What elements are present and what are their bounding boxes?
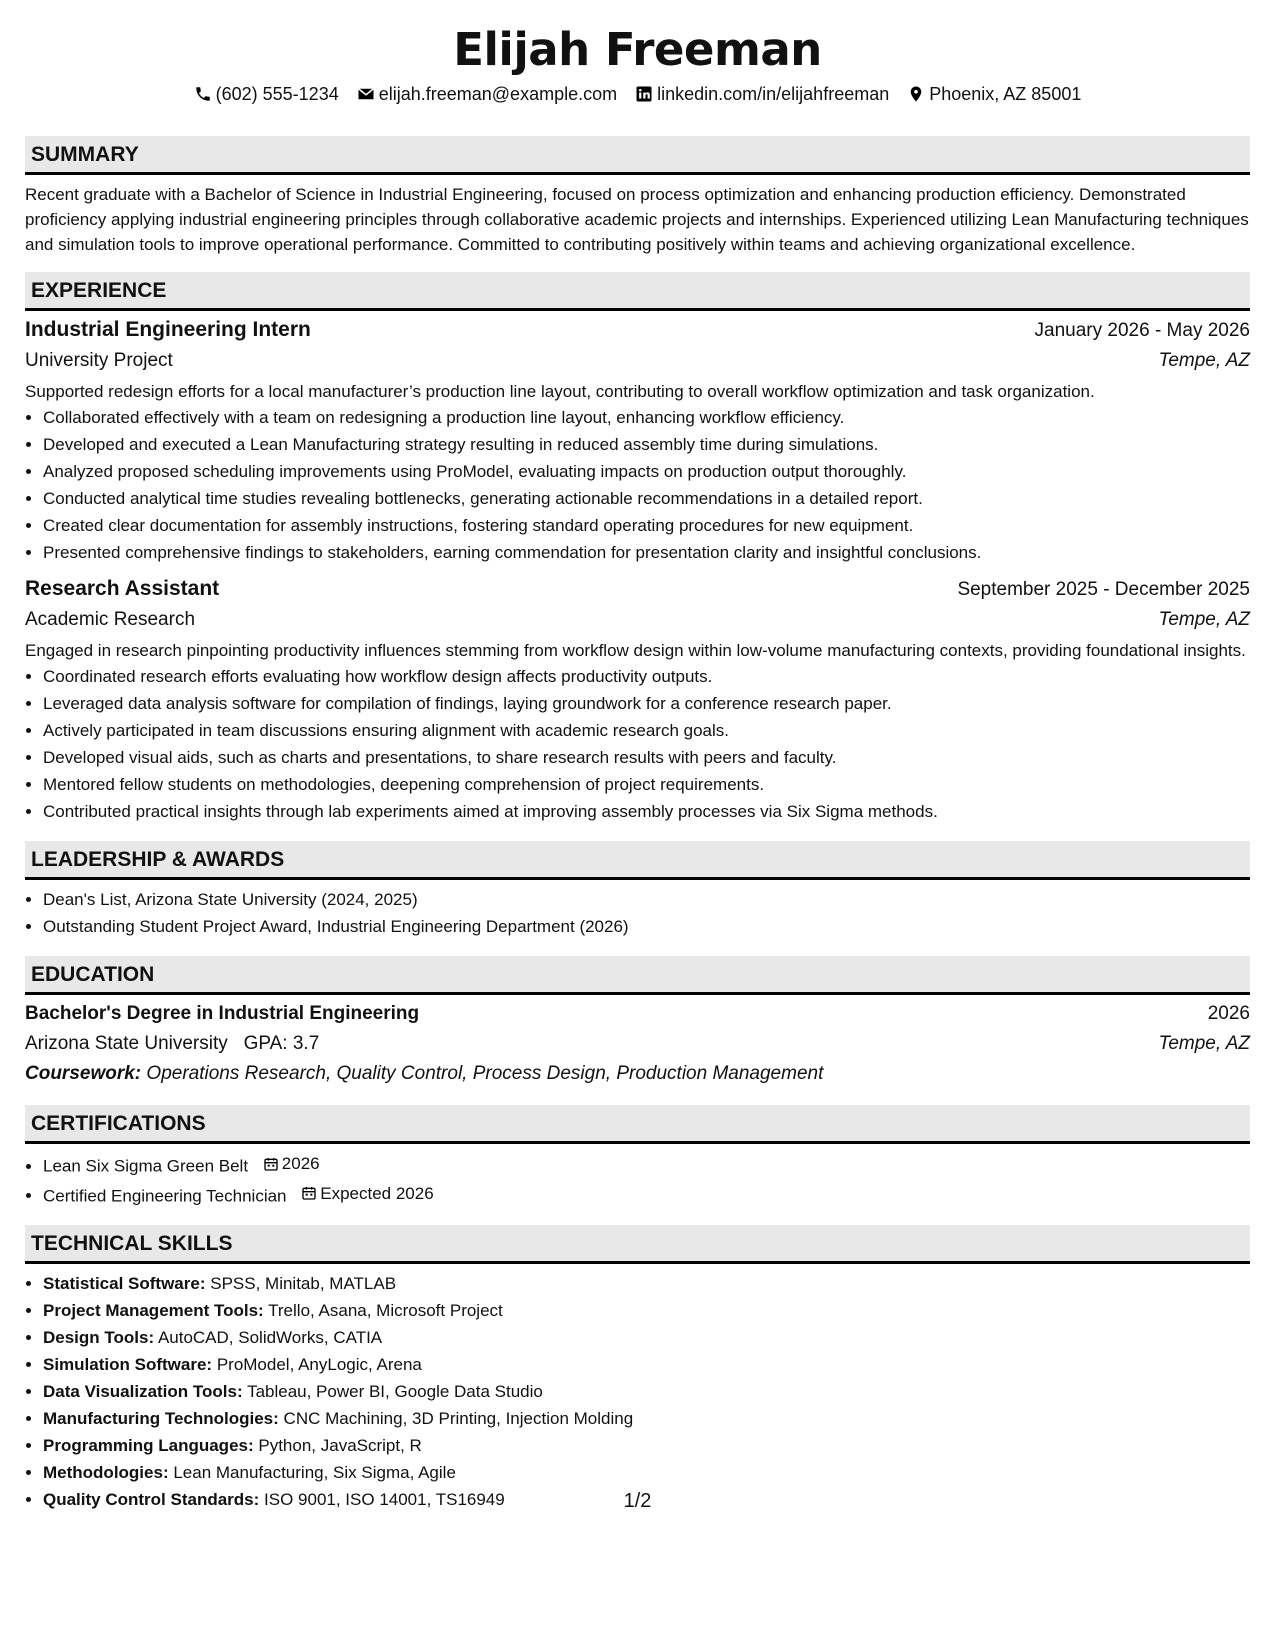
coursework — [25, 1059, 1250, 1089]
list-item: • Conducted analytical time studies revealing bottlenecks, generating actionable recommendations in a detailed report. — [43, 485, 1250, 512]
job-bullets — [25, 404, 1250, 566]
skill-label: Project Management Tools: — [43, 1301, 264, 1320]
list-item: • Outstanding Student Project Award, Industrial Engineering Department (2026) — [43, 913, 1250, 940]
job-entry — [25, 315, 1250, 566]
section-heading: EDUCATION — [25, 956, 1250, 995]
summary-section — [25, 136, 1250, 257]
job-description: Engaged in research pinpointing productivity influences stemming from workflow design within low-volume manufacturing contexts, providing foundational insights. — [25, 641, 1246, 660]
list-item — [43, 1324, 1250, 1351]
skill-label: Manufacturing Technologies: — [43, 1409, 279, 1428]
certifications-list — [25, 1150, 1250, 1209]
job-title: Research Assistant — [25, 577, 220, 600]
list-item: • Analyzed proposed scheduling improvements using ProModel, evaluating impacts on production output thoroughly. — [43, 458, 1250, 485]
skill-label: Data Visualization Tools: — [43, 1382, 243, 1401]
job-dates: September 2025 - December 2025 — [957, 579, 1250, 600]
experience-section — [25, 272, 1250, 825]
contact-phone[interactable] — [194, 82, 339, 106]
job-org: University Project — [25, 350, 173, 371]
list-item — [43, 1297, 1250, 1324]
list-item — [43, 1351, 1250, 1378]
list-item: • Developed and executed a Lean Manufacturing strategy resulting in reduced assembly time during simulations. — [43, 431, 1250, 458]
skill-label: Methodologies: — [43, 1463, 169, 1482]
school-line — [25, 1029, 319, 1059]
job-description: Supported redesign efforts for a local manufacturer’s production line layout, contributing to overall workflow optimization and task organization. — [25, 382, 1095, 401]
list-item: • Actively participated in team discussions ensuring alignment with academic research goals. — [43, 717, 1250, 744]
phone-text: (602) 555-1234 — [215, 84, 339, 104]
list-item: • Dean's List, Arizona State University (2024, 2025) — [43, 886, 1250, 913]
envelope-icon — [357, 85, 375, 103]
list-item: • Mentored fellow students on methodologies, deepening comprehension of project requirements. — [43, 771, 1250, 798]
skill-value: SPSS, Minitab, MATLAB — [210, 1274, 397, 1293]
phone-icon — [194, 85, 212, 103]
list-item: • Contributed practical insights through lab experiments aimed at improving assembly processes via Six Sigma methods. — [43, 798, 1250, 825]
section-heading: LEADERSHIP & AWARDS — [25, 841, 1250, 880]
job-title: Industrial Engineering Intern — [25, 318, 311, 341]
cert-date: 2026 — [263, 1150, 320, 1177]
skill-label: Quality Control Standards: — [43, 1490, 260, 1509]
skill-label: Statistical Software: — [43, 1274, 206, 1293]
resume-page — [25, 0, 1250, 1513]
school-location: Tempe, AZ — [1158, 1033, 1250, 1054]
school-name: Arizona State University — [25, 1033, 228, 1054]
skill-value: AutoCAD, SolidWorks, CATIA — [157, 1328, 383, 1347]
education-section — [25, 956, 1250, 1089]
list-item: • Leveraged data analysis software for compilation of findings, laying groundwork for a conference research paper. — [43, 690, 1250, 717]
certifications-section — [25, 1105, 1250, 1209]
location-text: Phoenix, AZ 85001 — [929, 84, 1082, 104]
awards-list — [25, 886, 1250, 940]
skill-value: Lean Manufacturing, Six Sigma, Agile — [173, 1463, 456, 1482]
skill-label: Programming Languages: — [43, 1436, 254, 1455]
contact-bar — [25, 82, 1250, 106]
list-item — [43, 1405, 1250, 1432]
list-item: • Collaborated effectively with a team on redesigning a production line layout, enhancing workflow efficiency. — [43, 404, 1250, 431]
degree-year: 2026 — [1207, 1003, 1250, 1024]
coursework-text: Operations Research, Quality Control, Process Design, Production Management — [146, 1063, 824, 1084]
linkedin-text: linkedin.com/in/elijahfreeman — [657, 84, 890, 104]
job-dates: January 2026 - May 2026 — [1034, 320, 1250, 341]
map-pin-icon — [907, 85, 925, 103]
skill-value: ISO 9001, ISO 14001, TS16949 — [264, 1490, 505, 1509]
gpa: GPA: 3.7 — [243, 1033, 320, 1054]
list-item: • Developed visual aids, such as charts and presentations, to share research results with peers and faculty. — [43, 744, 1250, 771]
job-entry — [25, 574, 1250, 825]
section-heading: CERTIFICATIONS — [25, 1105, 1250, 1144]
section-heading: EXPERIENCE — [25, 272, 1250, 311]
cert-name: Certified Engineering Technician — [43, 1186, 287, 1205]
skill-value: Tableau, Power BI, Google Data Studio — [247, 1382, 543, 1401]
candidate-name: Elijah Freeman — [453, 23, 822, 76]
cert-date: Expected 2026 — [301, 1180, 433, 1207]
cert-name: Lean Six Sigma Green Belt — [43, 1156, 249, 1176]
list-item: • Presented comprehensive findings to stakeholders, earning commendation for presentation clarity and insightful conclusions. — [43, 539, 1250, 566]
list-item — [43, 1180, 1250, 1210]
calendar-icon — [263, 1156, 279, 1172]
contact-email[interactable] — [357, 82, 617, 106]
skill-value: ProModel, AnyLogic, Arena — [216, 1355, 422, 1374]
coursework-label: Coursework: — [25, 1063, 142, 1084]
skills-list — [25, 1270, 1250, 1513]
skill-value: Python, JavaScript, R — [258, 1436, 422, 1455]
degree-title: Bachelor's Degree in Industrial Engineering — [25, 1003, 420, 1024]
awards-section — [25, 841, 1250, 940]
job-location: Tempe, AZ — [1158, 609, 1250, 630]
email-text: elijah.freeman@example.com — [378, 84, 618, 104]
page-number: 1/2 — [623, 1490, 652, 1512]
skill-value: Trello, Asana, Microsoft Project — [268, 1301, 503, 1320]
linkedin-icon — [635, 85, 653, 103]
skills-section — [25, 1225, 1250, 1513]
job-bullets — [25, 663, 1250, 825]
contact-linkedin[interactable] — [635, 82, 889, 106]
contact-location — [907, 82, 1081, 106]
list-item — [43, 1459, 1250, 1486]
summary-text: Recent graduate with a Bachelor of Science in Industrial Engineering, focused on process optimization and enhancing production efficiency. Demonstrated proficiency applying industrial engineering principles through collaborative academic projects and internships. Experienced utilizing Lean Manufacturing techniques and simulation tools to improve operational performance. Committed to contributing positively within teams and achieving organizational excellence. — [25, 185, 1249, 254]
list-item — [43, 1270, 1250, 1297]
list-item — [43, 1150, 1250, 1180]
section-heading: TECHNICAL SKILLS — [25, 1225, 1250, 1264]
list-item — [43, 1378, 1250, 1405]
list-item — [43, 1432, 1250, 1459]
section-heading: SUMMARY — [25, 136, 1250, 175]
skill-value: CNC Machining, 3D Printing, Injection Molding — [283, 1409, 634, 1428]
list-item: • Created clear documentation for assembly instructions, fostering standard operating procedures for new equipment. — [43, 512, 1250, 539]
skill-label: Design Tools: — [43, 1328, 155, 1347]
list-item: • Coordinated research efforts evaluating how workflow design affects productivity outputs. — [43, 663, 1250, 690]
job-org: Academic Research — [25, 609, 196, 630]
skill-label: Simulation Software: — [43, 1355, 213, 1374]
job-location: Tempe, AZ — [1158, 350, 1250, 371]
calendar-icon — [301, 1185, 317, 1201]
